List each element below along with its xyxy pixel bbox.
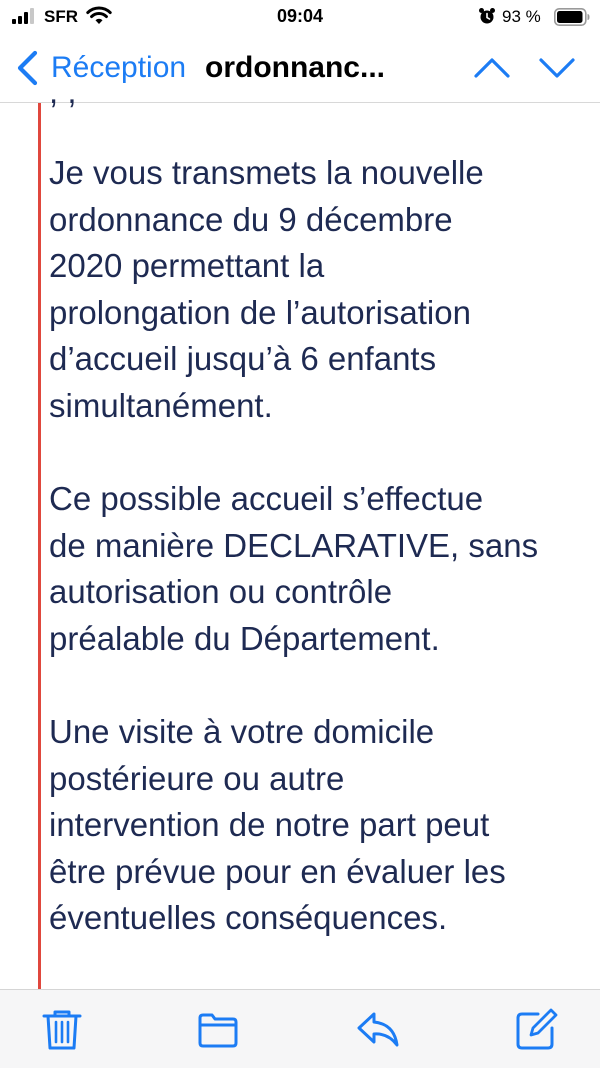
chevron-up-icon[interactable] [473, 56, 511, 80]
compose-icon [514, 1008, 558, 1052]
message-body[interactable] [0, 73, 600, 989]
quote-bar [38, 103, 41, 989]
reply-button[interactable] [356, 1008, 400, 1052]
message-paragraph: Une visite à votre domicile postérieure ou autre intervention de notre part peut être prévue pour en évaluer les éventuelles conséquences. [49, 713, 506, 936]
move-to-folder-button[interactable] [196, 1008, 240, 1052]
alarm-icon [478, 7, 496, 25]
message-paragraph: Je vous transmets la nouvelle ordonnance du 9 décembre 2020 permettant la prolongation de l’autorisation d’accueil jusqu’à 6 enfants simultanément. [49, 154, 484, 424]
trash-icon [40, 1008, 84, 1052]
battery-percentage: 93 % [502, 7, 541, 26]
folder-icon [196, 1008, 240, 1052]
message-paragraph: Ce possible accueil s’effectue de manière DECLARATIVE, sans autorisation ou contrôle préalable du Département. [49, 480, 539, 657]
back-button-label[interactable]: Réception [51, 51, 187, 84]
battery-icon [554, 8, 590, 26]
bottom-toolbar [0, 989, 600, 1068]
status-bar [0, 0, 600, 36]
cut-off-line: , , [49, 73, 77, 110]
compose-button[interactable] [514, 1008, 558, 1052]
chevron-down-icon[interactable] [538, 56, 576, 80]
carrier-name: SFR [44, 7, 78, 26]
chevron-left-icon[interactable] [14, 50, 40, 86]
navigation-bar [0, 36, 600, 103]
delete-button[interactable] [40, 1008, 84, 1052]
status-time: 09:04 [276, 6, 324, 26]
message-subject-title: ordonnanc... [205, 51, 385, 84]
reply-icon [356, 1008, 400, 1052]
